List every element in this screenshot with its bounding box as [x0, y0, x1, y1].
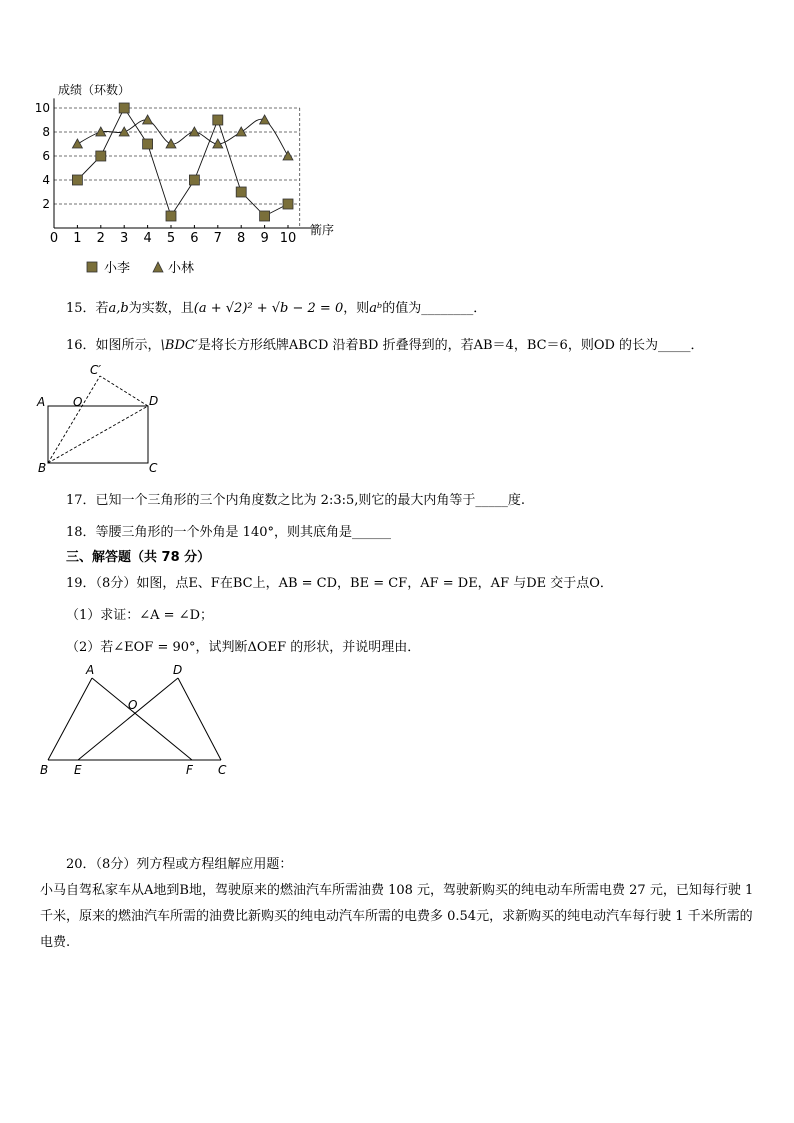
- figure-19: [34, 660, 244, 782]
- score-chart: [30, 80, 360, 280]
- question-17: 17．已知一个三角形的三个内角度数之比为 2:3:5,则它的最大内角等于_____度.: [66, 493, 526, 508]
- label-o: O: [73, 395, 83, 409]
- q15-vars: a,b: [108, 301, 129, 316]
- fold-line-dc-prime: [100, 376, 148, 406]
- legend-svg: [86, 258, 286, 276]
- data-point-triangle: [119, 127, 129, 136]
- q15-power: aᵇ: [369, 301, 383, 316]
- data-point-square: [96, 151, 106, 161]
- segment-ab: [48, 678, 92, 760]
- q15-mid: 为实数，且: [128, 301, 194, 316]
- data-point-square: [260, 211, 270, 221]
- question-19-part1: （1）求证：∠A = ∠D；: [66, 608, 214, 623]
- q16-text-a: 16．如图所示，: [66, 338, 161, 353]
- data-point-square: [143, 139, 153, 149]
- label-c: C: [218, 763, 227, 777]
- label-b: B: [38, 461, 47, 475]
- question-19-part2: （2）若∠EOF = 90°，试判断ΔOEF 的形状，并说明理由．: [66, 640, 421, 655]
- legend-triangle-marker: [153, 262, 163, 272]
- x-tick-label: 5: [166, 231, 176, 246]
- figure-16: [30, 358, 180, 478]
- series-line-square: [77, 108, 288, 216]
- question-20-head: 20．（8分）列方程或方程组解应用题：: [66, 857, 293, 872]
- y-tick-label: 2: [42, 197, 50, 211]
- question-20-body: 小马自驾私家车从A地到B地，驾驶原来的燃油汽车所需油费 108 元，驾驶新购买的纯电动车所需电费 27 元，已知每行驶 1 千米，原来的燃油汽车所需的油费比新购买的纯电动汽车所需的电费多 0.54元，求新购买的纯电动汽车每行驶 1 千米所需的电费.: [40, 883, 754, 950]
- chart-grid: [54, 108, 300, 228]
- chart-lines: [77, 108, 288, 216]
- label-a: A: [86, 663, 95, 677]
- label-a: A: [37, 395, 46, 409]
- section-3-heading: 三、解答题（共 78 分）: [66, 550, 211, 565]
- data-point-square: [119, 103, 129, 113]
- q15-expression: (a + √2)² + √b − 2 = 0: [193, 301, 344, 316]
- y-tick-label: 4: [42, 173, 50, 187]
- x-tick-label: 2: [96, 231, 105, 246]
- label-d: D: [173, 663, 183, 677]
- question-16: [66, 334, 704, 353]
- q15-end: 的值为________．: [382, 301, 487, 316]
- chart-legend: [86, 258, 286, 276]
- x-tick-label: 7: [213, 231, 222, 246]
- data-point-triangle: [143, 115, 153, 124]
- x-tick-label: 0: [49, 231, 59, 246]
- legend-label-li: 小李: [104, 261, 131, 276]
- y-tick-label: 6: [42, 149, 50, 163]
- q16-triangle: \BDC′: [160, 338, 198, 353]
- segment-dc: [178, 678, 221, 760]
- question-19-head: 19．（8分）如图，点E、F在BC上，AB = CD，BE = CF，AF = DE，AF 与DE 交于点O．: [66, 576, 613, 591]
- segment-af: [92, 678, 192, 760]
- x-tick-label: 4: [143, 231, 152, 246]
- label-c: C: [149, 461, 158, 475]
- q15-prefix: 15．若: [66, 301, 109, 316]
- x-tick-label: 6: [190, 231, 199, 246]
- legend-label-lin: 小林: [168, 261, 195, 276]
- data-point-triangle: [236, 127, 246, 136]
- label-o: O: [128, 698, 138, 712]
- data-point-triangle: [283, 151, 293, 160]
- data-point-triangle: [72, 139, 82, 148]
- data-point-square: [283, 199, 293, 209]
- data-point-square: [72, 175, 82, 185]
- segment-de: [78, 678, 178, 760]
- question-15: [66, 297, 486, 316]
- y-tick-label: 8: [42, 125, 50, 139]
- y-tick-label: 10: [34, 101, 50, 115]
- label-d: D: [149, 394, 159, 408]
- q15-tail: ，则: [343, 301, 370, 316]
- fold-line-bc-prime: [48, 376, 100, 463]
- x-tick-label: 9: [260, 231, 269, 246]
- label-b: B: [40, 763, 49, 777]
- legend-square-marker: [87, 262, 97, 272]
- chart-xlabel: 箭序: [310, 223, 335, 237]
- x-tick-label: 3: [120, 231, 129, 246]
- label-c-prime: C′: [90, 363, 102, 377]
- data-point-square: [213, 115, 223, 125]
- series-line-triangle: [77, 119, 288, 156]
- x-tick-label: 10: [279, 231, 297, 246]
- chart-ylabel: 成绩（环数）: [58, 83, 131, 97]
- x-tick-label: 1: [73, 231, 82, 246]
- data-point-triangle: [189, 127, 199, 136]
- data-point-square: [166, 211, 176, 221]
- chart-ticks: [35, 101, 297, 246]
- data-point-square: [236, 187, 246, 197]
- fold-line-bd: [48, 406, 148, 463]
- label-e: E: [74, 763, 82, 777]
- chart-marks: [72, 103, 293, 221]
- data-point-square: [189, 175, 199, 185]
- label-f: F: [186, 763, 193, 777]
- x-tick-label: 8: [237, 231, 246, 246]
- q16-text-b: 是将长方形纸牌ABCD 沿着BD 折叠得到的，若AB＝4，BC＝6，则OD 的长为_____．: [197, 338, 704, 353]
- question-18: 18．等腰三角形的一个外角是 140°，则其底角是______: [66, 525, 391, 540]
